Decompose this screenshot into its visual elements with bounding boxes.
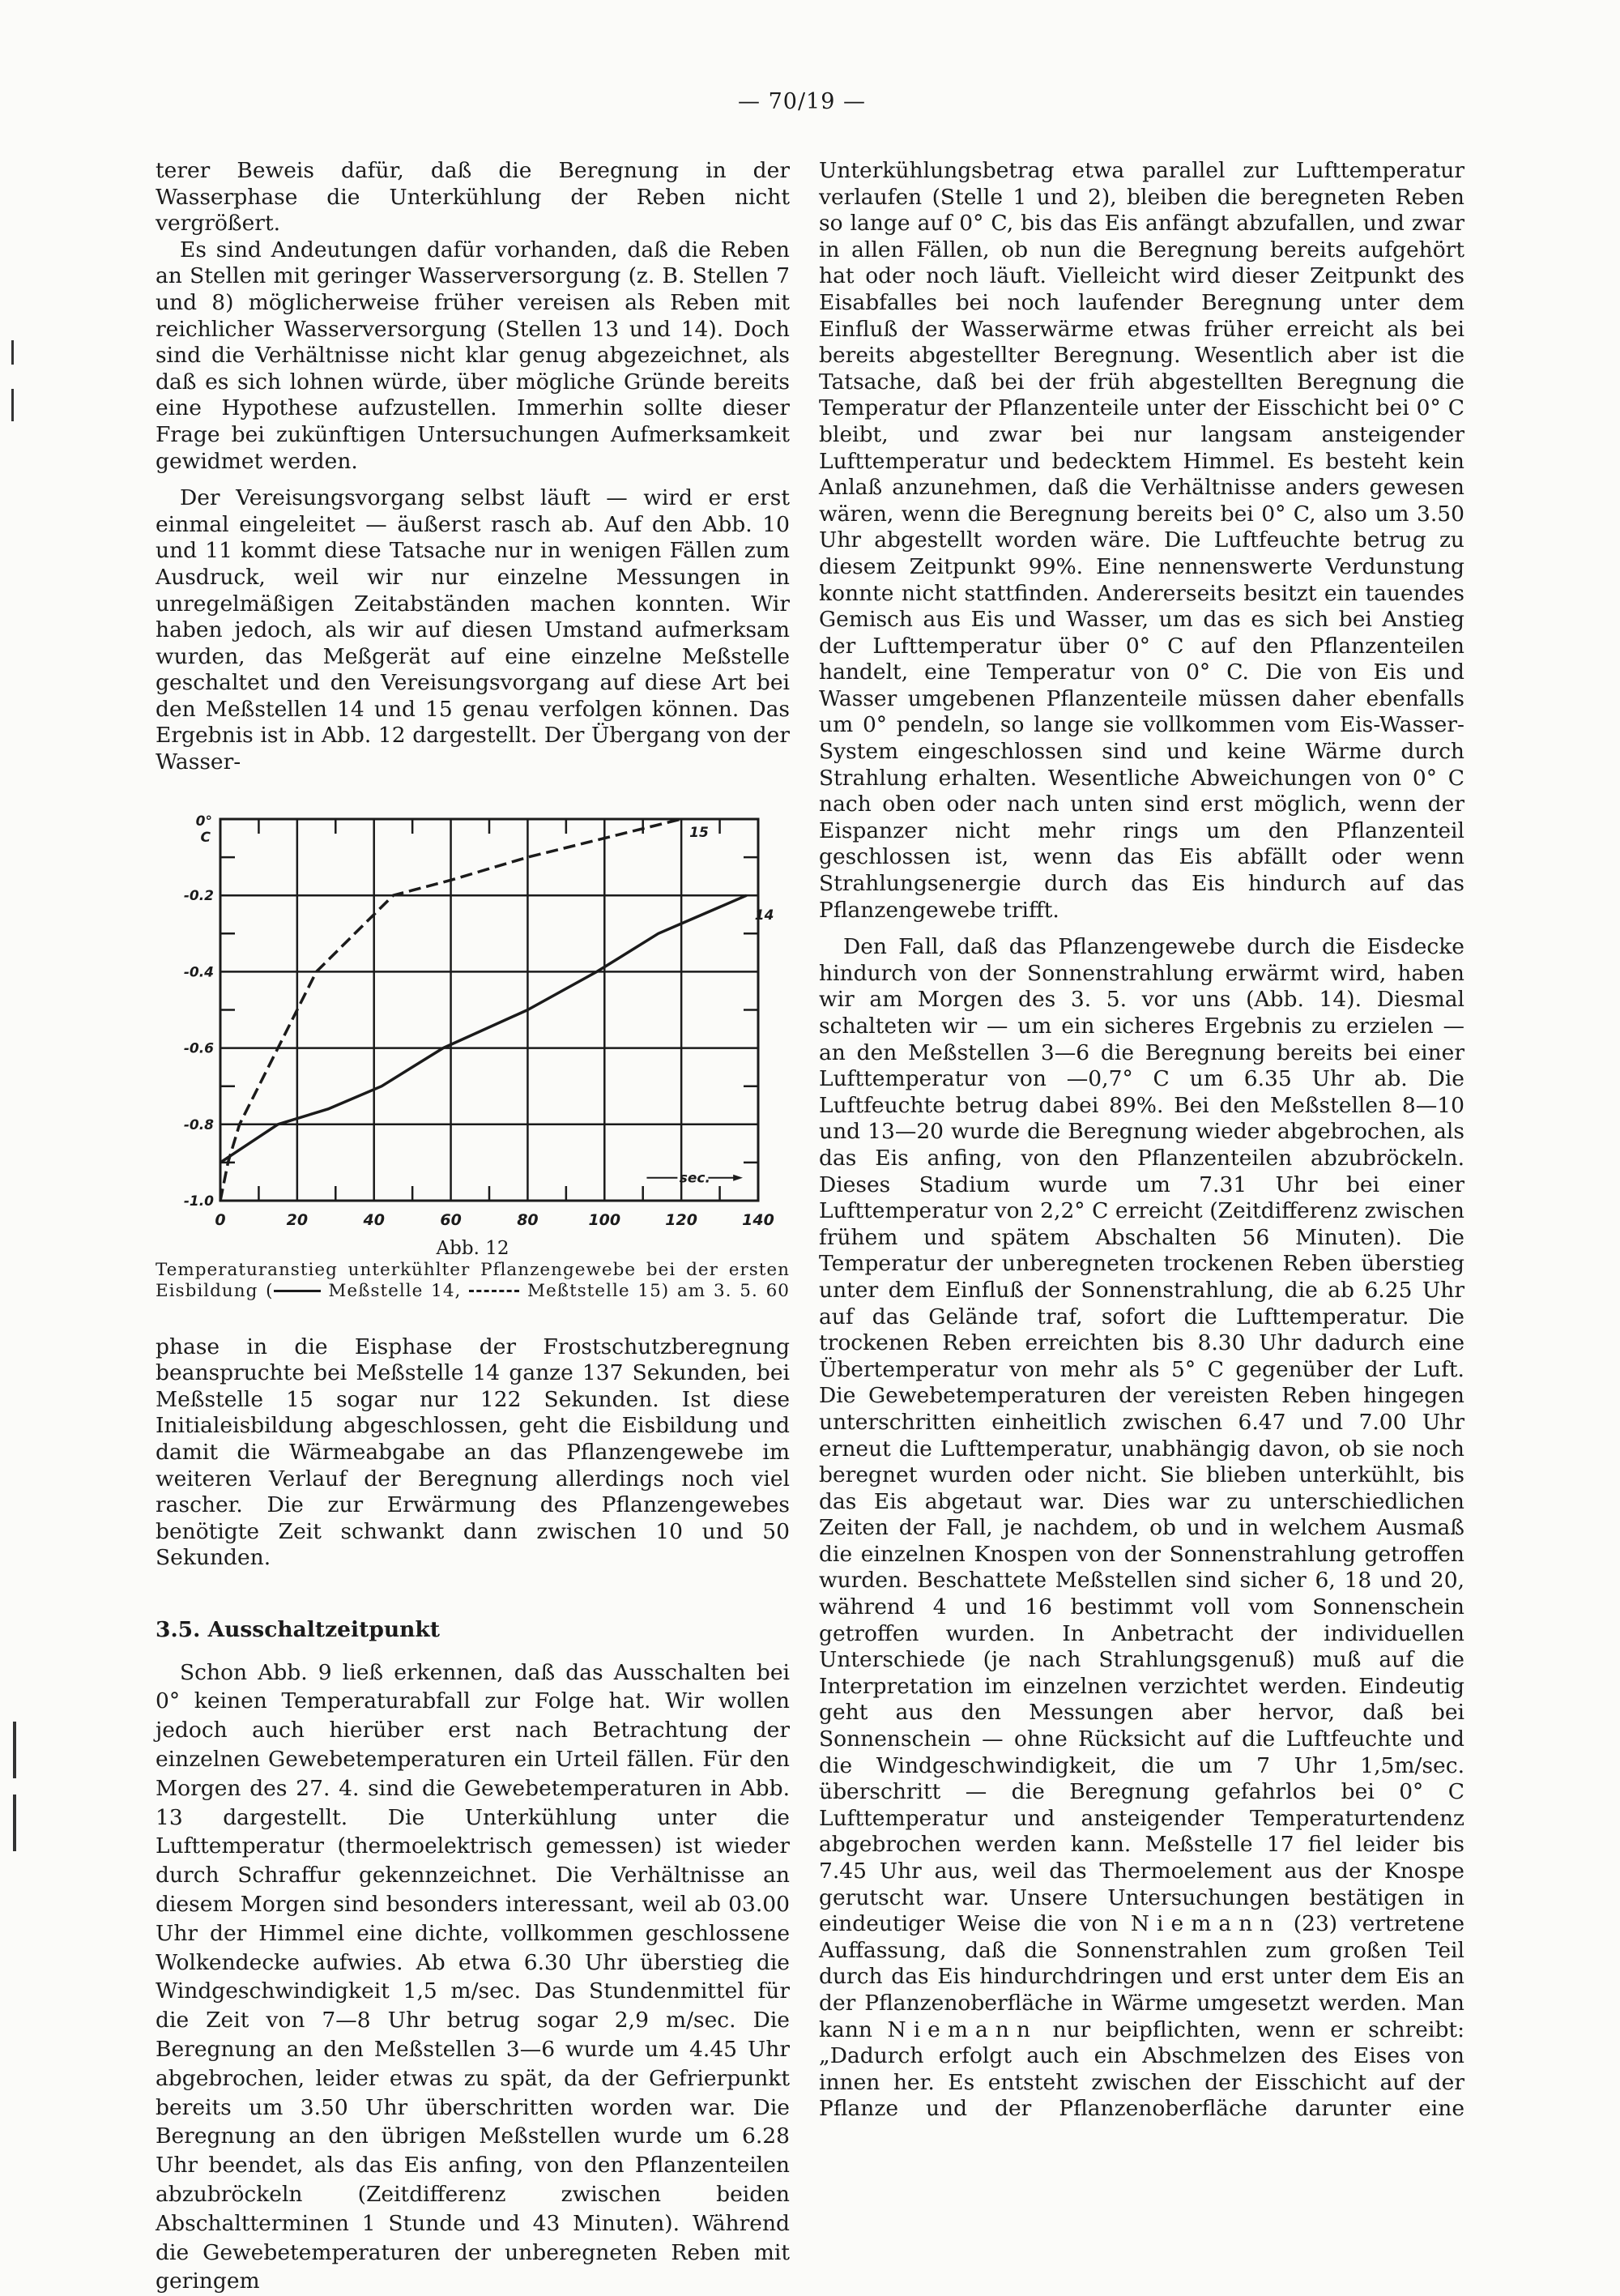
legend-label-15: Meßtstelle 15) am 3. 5. 60 (526, 1280, 790, 1301)
paragraph (819, 934, 1464, 2123)
scan-mark (11, 389, 14, 421)
figure-caption (156, 1260, 790, 1302)
x-tick-label: 100 (588, 1210, 621, 1229)
y-tick-label: -0.4 (183, 964, 214, 981)
author-name: Niemann (887, 2016, 1038, 2042)
y-tick-label: -0.2 (183, 887, 214, 904)
series-line-14 (220, 895, 747, 1163)
y-axis-label-top: 0° (195, 813, 212, 830)
arrow-right-icon (733, 1174, 743, 1180)
caption-text: Eisbildung ( (156, 1280, 274, 1301)
paragraph: Unterkühlungsbetrag etwa parallel zur Lufttemperatur verlaufen (Stelle 1 und 2), bleiben die beregneten Reben so lange auf 0° C, bis das Eis anfängt abzufallen, und zwar in allen Fällen, ob nun die Beregnung bereits aufgehört hat oder noch läuft. Vielleicht wird dieser Zeitpunkt des Eisabfalles bei noch laufender Beregnung unter dem Einfluß der Wasserwärme etwas früher erreicht als bei bereits abgestellter Beregnung. Wesentlich aber ist die Tatsache, daß bei der früh abgestellten Beregnung die Temperatur der Pflanzenteile unter der Eisschicht bei 0° C bleibt, und zwar bei nur langsam ansteigender Lufttemperatur und bedecktem Himmel. Es besteht kein Anlaß anzunehmen, daß die Verhältnisse anders gewesen wären, wenn die Beregnung bereits bei 0° C, also um 3.50 Uhr abgestellt worden wäre. Die Luftfeuchte betrug zu diesem Zeitpunkt 99%. Eine nennenswerte Verdunstung konnte nicht stattfinden. Andererseits besitzt ein tauendes Gemisch aus Eis und Wasser, um das es sich bei Anstieg der Lufttemperatur über 0° C auf den Pflanzenteilen handelt, eine Temperatur von 0° C. Die von Eis und Wasser umgebenen Pflanzenteile müssen daher ebenfalls um 0° pendeln, so lange sie vollkommen vom Eis-Wasser-System eingeschlossen sind und keine Wärme durch Strahlung erhalten. Wesentliche Abweichungen von 0° C nach oben oder nach unten sind erst möglich, wenn der Eispanzer nicht mehr rings um den Pflanzenteil geschlossen ist, wenn das Eis abfällt oder wenn Strahlungsenergie durch das Eis hindurch auf das Pflanzengewebe trifft. (819, 158, 1464, 923)
paragraph: Der Vereisungsvorgang selbst läuft — wird er erst einmal eingeleitet — äußerst rasch ab. Auf den Abb. 10 und 11 kommt diese Tatsache nur in wenigen Fällen zum Ausdruck, weil wir nur einzelne Messungen in unregelmäßigen Zeitabständen machen konnten. Wir haben jedoch, als wir auf diesen Umstand aufmerksam wurden, das Meßgerät auf eine einzelne Meßstelle geschaltet und den Vereisungsvorgang auf diese Art bei den Meßstellen 14 und 15 genau verfolgen können. Das Ergebnis ist in Abb. 12 dargestellt. Der Übergang von der Wasser- (156, 485, 790, 775)
left-column (156, 158, 790, 2296)
x-axis-label: sec. (679, 1170, 710, 1187)
x-tick-label: 60 (440, 1210, 462, 1229)
figure-12 (162, 800, 790, 1234)
x-tick-label: 40 (363, 1210, 385, 1229)
plot-frame (220, 819, 758, 1201)
text-run: (23) vertretene Auffassung, daß die Sonnenstrahlen zum großen Teil durch das Eis hindurchdringen und erst unter dem Eis an der Pflanzenoberfläche in Wärme umgesetzt werden. Man kann (819, 1911, 1465, 2042)
author-name: Niemann (1130, 1911, 1281, 1937)
y-tick-label: -0.8 (183, 1116, 214, 1133)
legend-label-14: Meßstelle 14, (328, 1280, 462, 1301)
paragraph: Schon Abb. 9 ließ erkennen, daß das Ausschalten bei 0° keinen Temperaturabfall zur Folge hat. Wir wollen jedoch auch hierüber erst nach Betrachtung der einzelnen Gewebetemperaturen ein Urteil fällen. Für den Morgen des 27. 4. sind die Gewebetemperaturen in Abb. 13 dargestellt. Die Unterkühlung unter die Lufttemperatur (thermoelektrisch gemessen) ist wieder durch Schraffur gekennzeichnet. Die Verhältnisse an diesem Morgen sind besonders interessant, weil ab 03.00 Uhr der Himmel eine dichte, vollkommen geschlossene Wolkendecke aufwies. Ab etwa 6.30 Uhr überstieg die Windgeschwindigkeit 1,5 m/sec. Das Stundenmittel für die Zeit von 7—8 Uhr betrug sogar 2,9 m/sec. Die Beregnung an den Meßstellen 3—6 wurde um 4.45 Uhr abgebrochen, leider etwas zu spät, da der Gefrierpunkt bereits um 3.50 Uhr überschritten worden war. Die Beregnung an den übrigen Meßstellen wurde um 6.28 Uhr beendet, als das Eis anfing, von den Pflanzenteilen abzubröckeln (Zeitdifferenz zwischen beiden Abschaltterminen 1 Stunde und 43 Minuten). Während die Gewebetemperaturen der unberegneten Reben mit geringem (156, 1659, 790, 2294)
paragraph: terer Beweis dafür, daß die Beregnung in der Wasserphase die Unterkühlung der Reben nicht vergrößert. (156, 158, 790, 237)
scan-mark (13, 1722, 16, 1778)
legend-dashed-line-icon (469, 1290, 519, 1292)
page-number: — 70/19 — (738, 89, 866, 114)
paragraph: phase in die Eisphase der Frostschutzberegnung beanspruchte bei Meßstelle 14 ganze 137 Sekunden, bei Meßstelle 15 sogar nur 122 Sekunden. Ist diese Initialeisbildung abgeschlossen, geht die Eisbildung und damit die Wärmeabgabe an das Pflanzengewebe im weiteren Verlauf der Beregnung allerdings noch viel rascher. Die zur Erwärmung des Pflanzengewebes benötigte Zeit schwankt dann zwischen 10 und 50 Sekunden. (156, 1334, 790, 1571)
y-tick-label: -1.0 (183, 1193, 214, 1210)
x-tick-label: 20 (286, 1210, 309, 1229)
series-label-15: 15 (689, 824, 709, 841)
paragraph: Es sind Andeutungen dafür vorhanden, daß die Reben an Stellen mit geringer Wasserversorgung (z. B. Stellen 7 und 8) möglicherweise früher vereisen als Reben mit reichlicher Wasserversorgung (Stellen 13 und 14). Doch sind die Verhältnisse nicht klar genug abgezeichnet, als daß es sich lohnen würde, über mögliche Gründe bereits eine Hypothese aufzustellen. Immerhin sollte dieser Frage bei zukünftigen Untersuchungen Aufmerksamkeit gewidmet werden. (156, 237, 790, 474)
scan-mark (11, 340, 14, 365)
text-run: nur beipflichten, wenn er schreibt: „Dadurch erfolgt auch ein Abschmelzen des Eises von innen her. Es entsteht zwischen der Eisschicht auf der Pflanze und der Pflanzenoberfläche darunter eine (819, 2016, 1464, 2122)
legend-solid-line-icon (274, 1290, 321, 1292)
right-column (819, 158, 1464, 2123)
section-heading: 3.5. Ausschaltzeitpunkt (156, 1617, 440, 1642)
caption-line: Temperaturanstieg unterkühlter Pflanzengewebe bei der ersten (156, 1259, 790, 1280)
y-axis-unit: C (200, 829, 211, 846)
x-tick-label: 140 (742, 1210, 774, 1229)
x-tick-label: 0 (215, 1210, 226, 1229)
figure-label: Abb. 12 (436, 1237, 509, 1259)
caption-line (156, 1281, 790, 1302)
y-tick-label: -0.6 (183, 1040, 214, 1057)
text-run: Den Fall, daß das Pflanzengewebe durch die Eisdecke hindurch von der Sonnenstrahlung erwärmt wird, haben wir am Morgen des 3. 5. vor uns (Abb. 14). Diesmal schalteten wir — um ein sicheres Ergebnis zu erzielen — an den Meßstellen 3—6 die Beregnung bereits bei einer Lufttemperatur von —0,7° C um 6.35 Uhr ab. Die Luftfeuchte betrug dabei 89%. Bei den Meßstellen 8—10 und 13—20 wurde die Beregnung wieder abgebrochen, als das Eis anfing, von den Pflanzenteilen abzubröckeln. Dieses Stadium wurde um 7.31 Uhr bei einer Lufttemperatur von 2,2° C erreicht (Zeitdifferenz zwischen frühem und spätem Abschalten 56 Minuten). Die Temperatur der unberegneten trockenen Reben überstieg unter dem Einfluß der Sonnenstrahlung, die ab 6.25 Uhr auf das Gelände traf, sofort die Lufttemperatur. Die trockenen Reben erreichten bis 8.30 Uhr dadurch eine Übertemperatur von mehr als 5° C gegenüber der Luft. Die Gewebetemperaturen der vereisten Reben hingegen unterschritten einheitlich zwischen 6.47 und 7.00 Uhr erneut die Lufttemperatur, unabhängig davon, ob sie noch beregnet wurden oder nicht. Sie blieben unterkühlt, bis das Eis abgetaut war. Dies war zu unterschiedlichen Zeiten der Fall, je nachdem, ob und in welchem Ausmaß die einzelnen Knospen von der Sonnenstrahlung getroffen wurden. Beschattete Meßstellen sind sicher 6, 18 und 20, während 4 und 16 bestimmt voll vom Sonnenschein getroffen wurden. In Anbetracht der individuellen Unterschiede (je nach Strahlungsgenuß) muß auf die Interpretation im einzelnen verzichtet werden. Eindeutig geht aus den Messungen aber hervor, daß bei Sonnenschein — ohne Rücksicht auf die Luftfeuchte und die Windgeschwindigkeit, die um 7 Uhr 1,5m/sec. überschritt — die Beregnung gefahrlos bei 0° C Lufttemperatur und ansteigender Temperaturtendenz abgebrochen werden kann. Meßstelle 17 fiel leider bis 7.45 Uhr aus, weil das Thermoelement aus der Knospe gerutscht war. Unsere Untersuchungen bestätigen in eindeutiger Weise die von (819, 934, 1464, 1937)
figure-12-chart (162, 800, 794, 1234)
series-label-14: 14 (754, 907, 774, 924)
x-tick-label: 80 (517, 1210, 539, 1229)
x-tick-label: 120 (665, 1210, 697, 1229)
scan-mark (13, 1795, 16, 1851)
